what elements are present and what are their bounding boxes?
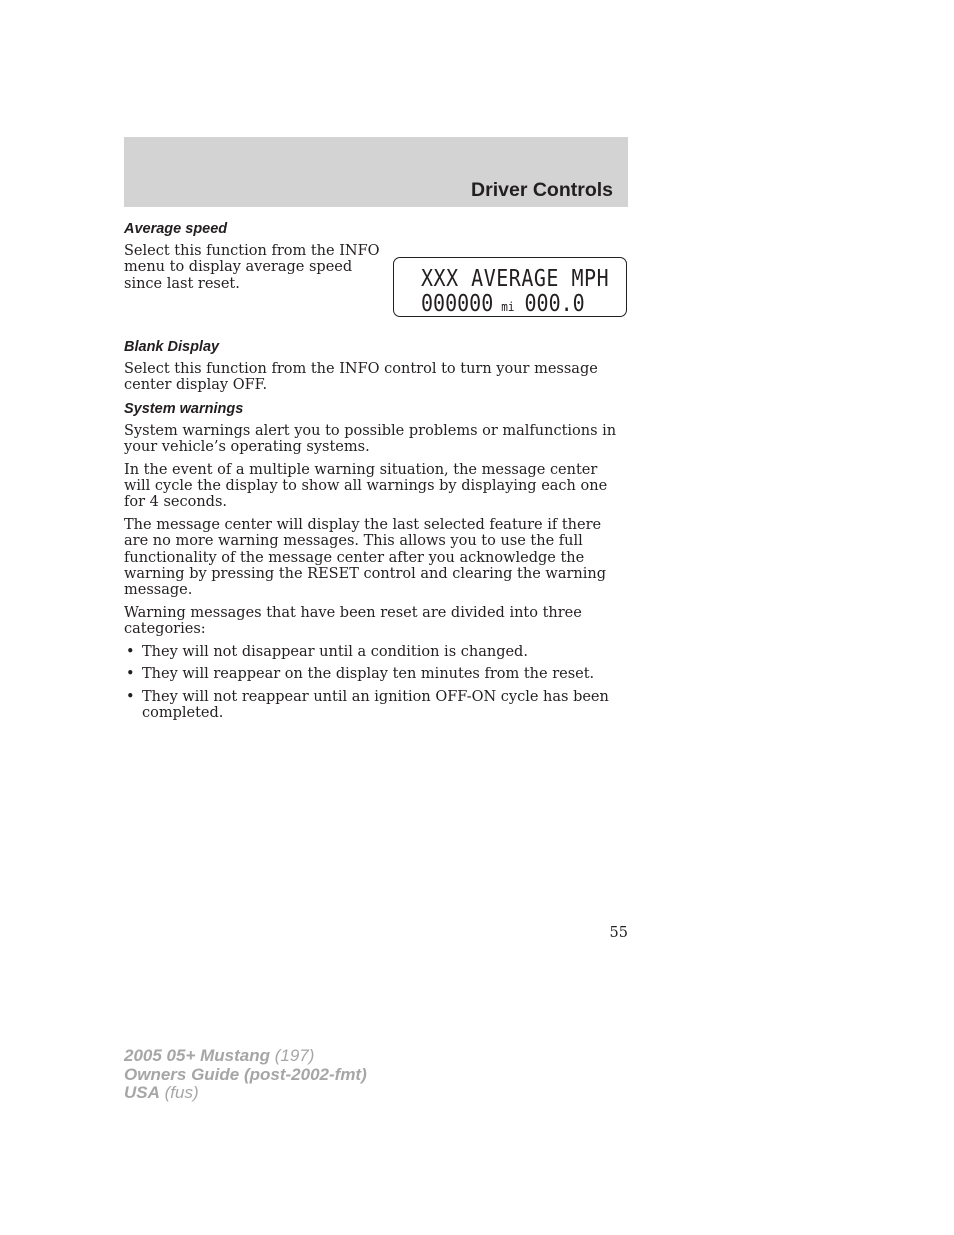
paragraph: In the event of a multiple warning situation, the message center will cycle the display to show all warnings by displaying each one for 4 seconds. bbox=[124, 461, 608, 511]
footer-market-code: (fus) bbox=[164, 1083, 199, 1102]
document-footer bbox=[124, 1047, 367, 1103]
paragraph: The message center will display the last selected feature if there are no more warning messages. This allows you to use the full functionality of the message center after you acknowledge the warning by pressing the RESET control and clearing the warning message. bbox=[124, 516, 606, 599]
section-header-band bbox=[124, 137, 628, 207]
list-item: • They will not disappear until a condition is changed. bbox=[124, 644, 628, 660]
system-warnings-heading: System warnings bbox=[124, 400, 244, 417]
system-warnings-section bbox=[124, 400, 628, 722]
paragraph: Warning messages that have been reset are divided into three categories: bbox=[124, 604, 582, 638]
footer-model: 2005 05+ Mustang bbox=[124, 1046, 270, 1065]
display-line-1: XXX AVERAGE MPH bbox=[421, 264, 610, 292]
blank-display-text: Select this function from the INFO control to turn your message center display OFF. bbox=[124, 361, 598, 394]
footer-market: USA bbox=[124, 1083, 160, 1102]
page-content bbox=[124, 220, 628, 727]
average-speed-text: Select this function from the INFO menu to display average speed since last reset. bbox=[124, 243, 380, 292]
footer-line-3 bbox=[124, 1084, 367, 1103]
average-speed-section bbox=[124, 220, 628, 338]
footer-line-2 bbox=[124, 1066, 367, 1085]
list-item: • They will not reappear until an ignition OFF-ON cycle has been completed. bbox=[124, 689, 628, 722]
footer-guide: Owners Guide (post-2002-fmt) bbox=[124, 1064, 367, 1084]
display-line-2 bbox=[421, 289, 585, 317]
average-speed-heading: Average speed bbox=[124, 221, 228, 237]
footer-model-code: (197) bbox=[274, 1046, 315, 1065]
message-center-display bbox=[393, 257, 627, 317]
list-item: • They will reappear on the display ten minutes from the reset. bbox=[124, 666, 628, 682]
display-value: 000.0 bbox=[524, 289, 585, 317]
blank-display-section bbox=[124, 338, 628, 394]
blank-display-heading: Blank Display bbox=[124, 339, 220, 355]
display-odometer: 000000 bbox=[421, 289, 494, 317]
footer-line-1 bbox=[124, 1047, 367, 1066]
page-number: 55 bbox=[609, 925, 628, 941]
section-title: Driver Controls bbox=[471, 179, 613, 201]
paragraph: System warnings alert you to possible problems or malfunctions in your vehicle’s operating systems. bbox=[124, 422, 617, 456]
warning-categories-list bbox=[124, 644, 628, 722]
display-unit: mi bbox=[501, 299, 515, 315]
